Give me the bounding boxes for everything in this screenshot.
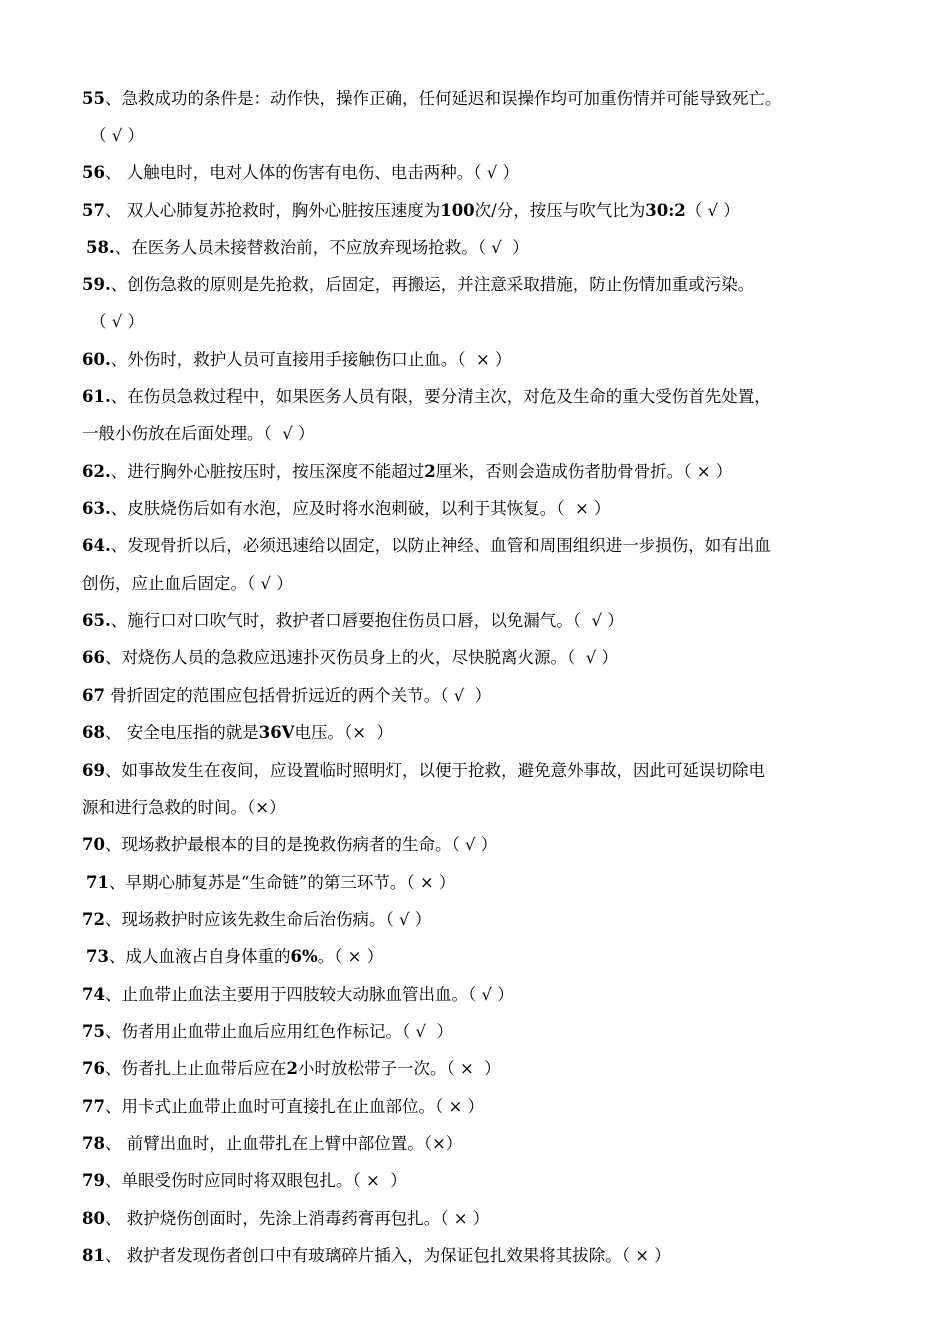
bold-value: 30:2: [645, 201, 686, 220]
question-number: 56: [82, 163, 105, 182]
question-text: 、早期心肺复苏是“生命链”的第三环节。（ × ）: [108, 873, 456, 892]
question-58: [86, 237, 886, 259]
question-62: [82, 461, 882, 483]
question-number: 58.: [86, 238, 115, 257]
question-text: 、 救护烧伤创面时，先涂上消毒药膏再包扎。（ × ）: [104, 1209, 490, 1228]
question-text: 电压。（× ）: [294, 723, 394, 742]
question-number: 60.: [82, 350, 111, 369]
question-text: 小时放松带子一次。（ × ）: [297, 1059, 501, 1078]
question-75: [82, 1021, 882, 1043]
answer-text: （ √ ）: [685, 201, 740, 220]
question-number: 74: [82, 985, 105, 1004]
question-text: 、急救成功的条件是：动作快，操作正确，任何延迟和误操作均可加重伤情并可能导致死亡。: [104, 89, 782, 108]
question-number: 61.: [82, 387, 111, 406]
bold-value: 100: [440, 201, 475, 220]
question-66: [82, 647, 882, 669]
question-64-continuation: [82, 573, 882, 595]
question-number: 81: [82, 1246, 105, 1265]
question-68: [82, 722, 882, 744]
question-text: 、现场救护时应该先救生命后治伤病。（ √ ）: [104, 910, 432, 929]
question-70: [82, 834, 882, 856]
question-text: 源和进行急救的时间。（×）: [82, 798, 286, 817]
question-number: 78: [82, 1134, 105, 1153]
question-55: [82, 88, 882, 110]
question-number: 55: [82, 89, 105, 108]
question-number: 64.: [82, 536, 111, 555]
question-number: 62.: [82, 462, 111, 481]
question-59-continuation: [90, 311, 890, 333]
question-72: [82, 909, 882, 931]
question-76: [82, 1058, 882, 1080]
question-text: 、外伤时，救护人员可直接用手接触伤口止血。（ × ）: [110, 350, 512, 369]
question-text: 、在医务人员未接替救治前，不应放弃现场抢救。（ √ ）: [114, 238, 529, 257]
answer-text: （ √ ）: [90, 126, 145, 145]
question-text: 、单眼受伤时应同时将双眼包扎。（ × ）: [104, 1171, 407, 1190]
question-text: 、 双人心肺复苏抢救时，胸外心脏按压速度为: [104, 201, 441, 220]
question-57: [82, 200, 882, 222]
question-number: 68: [82, 723, 105, 742]
question-64: [82, 535, 882, 557]
question-61: [82, 386, 882, 408]
question-text: 一般小伤放在后面处理。（ √ ）: [82, 424, 315, 443]
question-text: 、在伤员急救过程中，如果医务人员有限，要分清主次，对危及生命的重大受伤首先处置，: [110, 387, 771, 406]
question-text: 、伤者扎上止血带后应在: [104, 1059, 287, 1078]
question-text: 、伤者用止血带止血后应用红色作标记。（ √ ）: [104, 1022, 453, 1041]
question-text: 骨折固定的范围应包括骨折远近的两个关节。（ √ ）: [104, 686, 492, 705]
question-text: 。（ × ）: [317, 947, 384, 966]
question-77: [82, 1096, 882, 1118]
question-number: 65.: [82, 611, 111, 630]
question-79: [82, 1170, 882, 1192]
bold-value: 2: [286, 1059, 298, 1078]
question-text: 、 人触电时，电对人体的伤害有电伤、电击两种。（ √ ）: [104, 163, 519, 182]
question-60: [82, 349, 882, 371]
question-80: [82, 1208, 882, 1230]
bold-value: 6%: [290, 947, 318, 966]
question-69-continuation: [82, 797, 882, 819]
question-text: 、进行胸外心脏按压时，按压深度不能超过: [110, 462, 425, 481]
question-56: [82, 162, 882, 184]
question-number: 72: [82, 910, 105, 929]
question-number: 63.: [82, 499, 111, 518]
question-text: 厘米，否则会造成伤者肋骨骨折。（ × ）: [435, 462, 733, 481]
question-59: [82, 274, 882, 296]
bold-value: 36V: [258, 723, 295, 742]
bold-value: 2: [424, 462, 436, 481]
question-text: 创伤，应止血后固定。（ √ ）: [82, 574, 293, 593]
question-81: [82, 1245, 882, 1267]
question-text: 、现场救护最根本的目的是挽救伤病者的生命。（ √ ）: [104, 835, 498, 854]
question-number: 57: [82, 201, 105, 220]
question-number: 70: [82, 835, 105, 854]
question-text: 、皮肤烧伤后如有水泡，应及时将水泡刺破，以利于其恢复。（ × ）: [110, 499, 611, 518]
question-69: [82, 760, 882, 782]
question-text: 、创伤急救的原则是先抢救，后固定，再搬运，并注意采取措施，防止伤情加重或污染。: [110, 275, 755, 294]
question-number: 76: [82, 1059, 105, 1078]
question-74: [82, 984, 882, 1006]
question-number: 69: [82, 761, 105, 780]
question-number: 59.: [82, 275, 111, 294]
question-number: 79: [82, 1171, 105, 1190]
question-number: 80: [82, 1209, 105, 1228]
question-number: 75: [82, 1022, 105, 1041]
question-65: [82, 610, 882, 632]
question-78: [82, 1133, 882, 1155]
answer-text: （ √ ）: [90, 312, 145, 331]
question-number: 71: [86, 873, 109, 892]
question-text: 、如事故发生在夜间，应设置临时照明灯，以便于抢救，避免意外事故，因此可延误切除电: [104, 761, 765, 780]
question-number: 66: [82, 648, 105, 667]
question-text: 、 救护者发现伤者创口中有玻璃碎片插入，为保证包扎效果将其拔除。（ × ）: [104, 1246, 671, 1265]
question-text: 、 前臂出血时，止血带扎在上臂中部位置。（×）: [104, 1134, 463, 1153]
question-63: [82, 498, 882, 520]
question-text: 、 安全电压指的就是: [104, 723, 259, 742]
question-text: 、用卡式止血带止血时可直接扎在止血部位。（ × ）: [104, 1097, 485, 1116]
question-text: 、施行口对口吹气时，救护者口唇要抱住伤员口唇，以免漏气。（ √ ）: [110, 611, 624, 630]
question-text: 次/分，按压与吹气比为: [474, 201, 646, 220]
question-text: 、对烧伤人员的急救应迅速扑灭伤员身上的火，尽快脱离火源。（ √ ）: [104, 648, 618, 667]
question-61-continuation: [82, 423, 882, 445]
question-71: [86, 872, 886, 894]
question-67: [82, 685, 882, 707]
question-number: 77: [82, 1097, 105, 1116]
question-number: 73: [86, 947, 109, 966]
question-number: 67: [82, 686, 105, 705]
question-73: [86, 946, 886, 968]
question-text: 、止血带止血法主要用于四肢较大动脉血管出血。（ √ ）: [104, 985, 514, 1004]
question-55-continuation: [90, 125, 890, 147]
question-text: 、成人血液占自身体重的: [108, 947, 291, 966]
question-text: 、发现骨折以后，必须迅速给以固定，以防止神经、血管和周围组织进一步损伤，如有出血: [110, 536, 771, 555]
